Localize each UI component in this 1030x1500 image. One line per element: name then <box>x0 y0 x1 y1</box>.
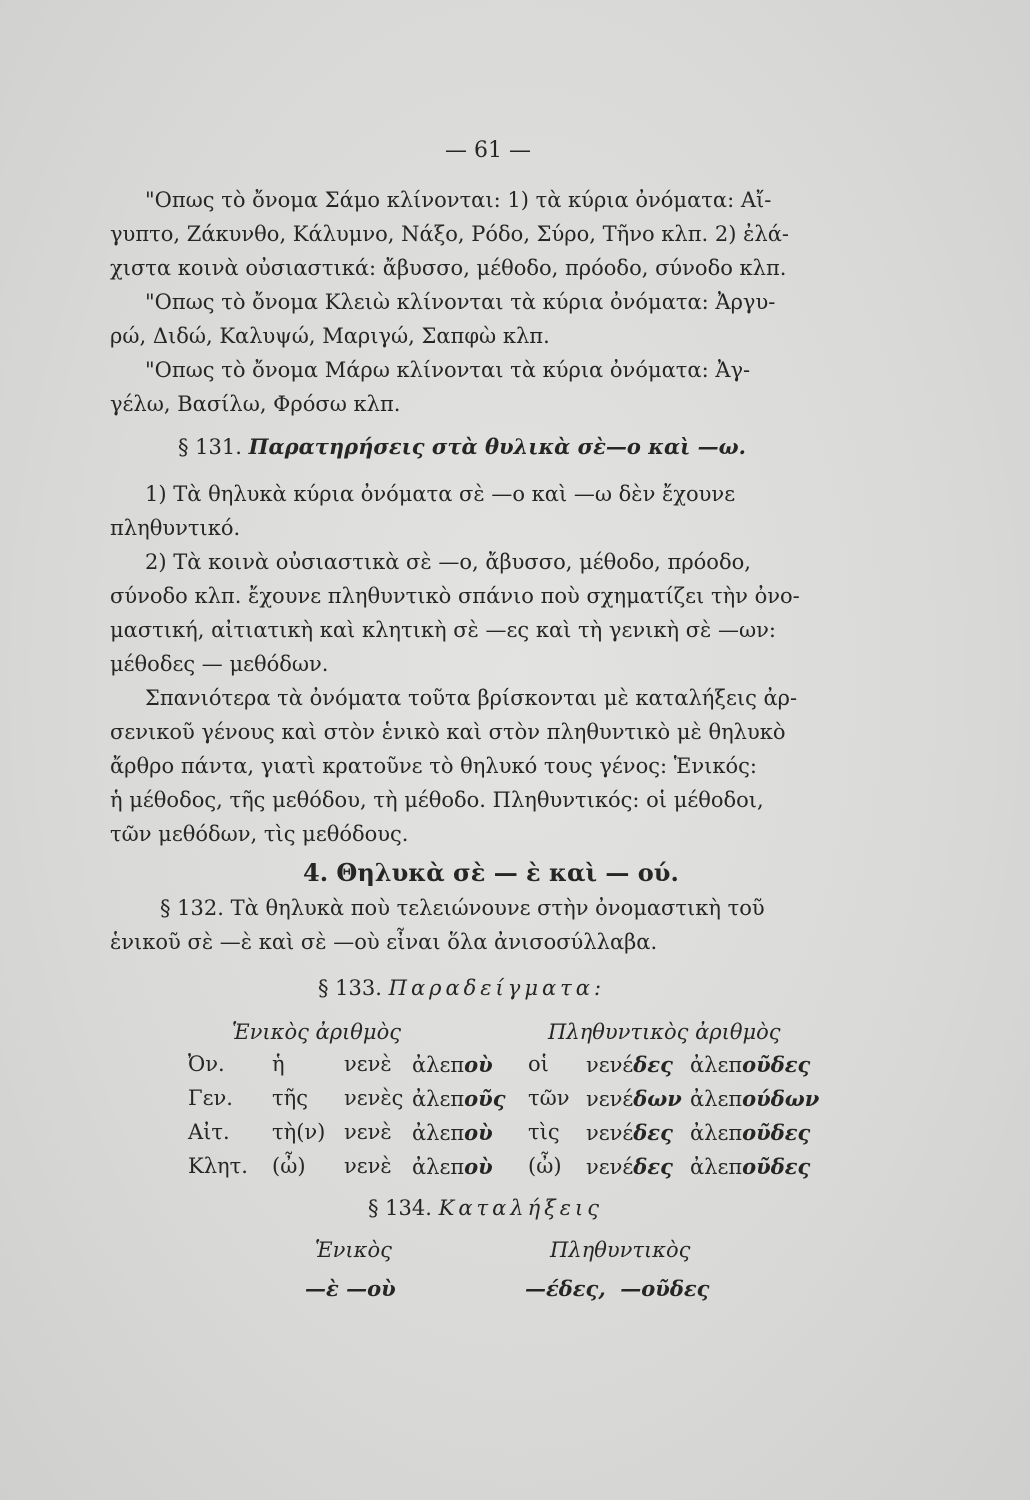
section-134-heading <box>368 1198 603 1219</box>
table-row-word-sg1: νενὲ <box>344 1154 392 1178</box>
stem: ἀλεπ <box>412 1087 465 1111</box>
table-row-word-pl1 <box>586 1120 673 1145</box>
stem: νενέ <box>586 1155 634 1179</box>
stem: ἀλεπ <box>690 1087 743 1111</box>
obs2-line4: μέθοδες — μεθόδων. <box>110 652 329 676</box>
ending: οῦδες <box>742 1154 811 1179</box>
page-number: — 61 — <box>445 138 531 163</box>
section-heading-4: 4. Θηλυκὰ σὲ — ὲ καὶ — ού. <box>303 858 679 887</box>
para1-line3: χιστα κοινὰ οὐσιαστικά: ἄβυσσο, μέθοδο, πρόοδο, σύνοδο κλπ. <box>110 256 787 280</box>
endings-head-plural: Πληθυντικὸς <box>550 1238 691 1262</box>
table-row-word-pl2 <box>690 1086 819 1111</box>
para2-line1: "Οπως τὸ ὄνομα Κλειὼ κλίνονται τὰ κύρια ὀνόματα: Ἀργυ- <box>145 290 776 314</box>
table-row-word-sg2 <box>412 1086 506 1111</box>
ending: οῦς <box>464 1086 506 1111</box>
table-row-article-sg: τῆς <box>272 1086 308 1110</box>
ending: ούδων <box>742 1086 820 1111</box>
endings-plural: —έδες, —οῦδες <box>525 1276 710 1301</box>
endings-head-singular: Ἑνικὸς <box>315 1238 392 1262</box>
section-132-line1: § 132. Τὰ θηλυκὰ ποὺ τελειώνουνε στὴν ὀνομαστικὴ τοῦ <box>160 896 765 920</box>
ending: δων <box>633 1086 682 1111</box>
table-row-word-sg2 <box>412 1154 493 1179</box>
obs3-line2: σενικοῦ γένους καὶ στὸν ἑνικὸ καὶ στὸν πληθυντικὸ μὲ θηλυκὸ <box>110 720 786 744</box>
ending: οὺ <box>464 1154 493 1179</box>
section-133-number: § 133. <box>318 976 382 1000</box>
table-row-word-pl1 <box>586 1086 682 1111</box>
obs3-line1: Σπανιότερα τὰ ὀνόματα τοῦτα βρίσκονται μὲ καταλήξεις ἀρ- <box>145 686 798 710</box>
table-row-case: Γεν. <box>188 1086 233 1110</box>
ending: οὺ <box>464 1120 493 1145</box>
stem: ἀλεπ <box>690 1155 743 1179</box>
table-row-case: Κλητ. <box>188 1154 248 1178</box>
stem: νενέ <box>586 1121 634 1145</box>
section-133-title: Παραδείγματα: <box>388 976 606 1000</box>
obs3-line4: ἡ μέθοδος, τῆς μεθόδου, τὴ μέθοδο. Πληθυντικός: οἱ μέθοδοι, <box>110 788 764 812</box>
para1-line2: γυπτο, Ζάκυνθο, Κάλυμνο, Νάξο, Ρόδο, Σύρο, Τῆνο κλπ. 2) ἐλά- <box>110 222 789 246</box>
table-row-article-pl: οἱ <box>528 1052 549 1076</box>
table-row-case: Αἰτ. <box>188 1120 230 1144</box>
table-row-word-pl1 <box>586 1052 673 1077</box>
table-row-word-pl1 <box>586 1154 673 1179</box>
table-row-article-pl: (ὦ) <box>528 1154 562 1178</box>
para1-line1: "Οπως τὸ ὄνομα Σάμο κλίνονται: 1) τὰ κύρια ὀνόματα: Αἴ- <box>145 188 772 212</box>
table-row-article-sg: (ὦ) <box>272 1154 306 1178</box>
stem: ἀλεπ <box>412 1155 465 1179</box>
para2-line2: ρώ, Διδώ, Καλυψώ, Μαριγώ, Σαπφὼ κλπ. <box>110 324 550 348</box>
stem: νενέ <box>586 1053 634 1077</box>
endings-singular: —ὲ —οὺ <box>305 1276 396 1301</box>
section-134-number: § 134. <box>368 1196 432 1220</box>
table-head-plural: Πληθυντικὸς ἀριθμὸς <box>548 1020 781 1044</box>
section-131-title: Παρατηρήσεις στὰ θυλικὰ σὲ—ο καὶ —ω. <box>248 434 746 459</box>
table-row-article-pl: τῶν <box>528 1086 570 1110</box>
ending: οῦδες <box>742 1120 811 1145</box>
table-row-word-pl2 <box>690 1154 810 1179</box>
table-row-word-pl2 <box>690 1052 810 1077</box>
table-row-article-sg: τὴ(ν) <box>272 1120 326 1144</box>
obs2-line2: σύνοδο κλπ. ἔχουνε πληθυντικὸ σπάνιο ποὺ σχηματίζει τὴν ὀνο- <box>110 584 800 608</box>
stem: ἀλεπ <box>690 1053 743 1077</box>
ending: δες <box>633 1120 673 1145</box>
para3-line1: "Οπως τὸ ὄνομα Μάρω κλίνονται τὰ κύρια ὀνόματα: Ἀγ- <box>145 358 751 382</box>
ending: οὺ <box>464 1052 493 1077</box>
obs3-line3: ἄρθρο πάντα, γιατὶ κρατοῦνε τὸ θηλυκό τους γένος: Ἑνικός: <box>110 754 757 778</box>
table-row-article-pl: τὶς <box>528 1120 560 1144</box>
obs2-line1: 2) Τὰ κοινὰ οὐσιαστικὰ σὲ —ο, ἄβυσσο, μέθοδο, πρόοδο, <box>145 550 751 574</box>
table-row-word-sg1: νενὲ <box>344 1120 392 1144</box>
section-132-line2: ἑνικοῦ σὲ —ὲ καὶ σὲ —οὺ εἶναι ὅλα ἀνισοσύλλαβα. <box>110 930 658 954</box>
section-131-heading <box>178 436 746 458</box>
table-row-article-sg: ἡ <box>272 1052 285 1076</box>
ending: δες <box>633 1052 673 1077</box>
section-134-title: Καταλήξεις <box>438 1196 604 1220</box>
table-row-word-sg1: νενὲ <box>344 1052 392 1076</box>
table-row-word-sg1: νενὲς <box>344 1086 404 1110</box>
ending: οῦδες <box>742 1052 811 1077</box>
section-131-number: § 131. <box>178 435 242 459</box>
stem: ἀλεπ <box>690 1121 743 1145</box>
obs1-line2: πληθυντικό. <box>110 516 241 540</box>
ending: δες <box>633 1154 673 1179</box>
obs2-line3: μαστική, αἰτιατικὴ καὶ κλητικὴ σὲ —ες καὶ τὴ γενικὴ σὲ —ων: <box>110 618 776 642</box>
para3-line2: γέλω, Βασίλω, Φρόσω κλπ. <box>110 392 401 416</box>
table-head-singular: Ἑνικὸς ἀριθμὸς <box>232 1020 401 1044</box>
stem: ἀλεπ <box>412 1121 465 1145</box>
table-row-word-sg2 <box>412 1120 493 1145</box>
obs3-line5: τῶν μεθόδων, τὶς μεθόδους. <box>110 822 409 846</box>
table-row-word-pl2 <box>690 1120 810 1145</box>
stem: ἀλεπ <box>412 1053 465 1077</box>
table-row-case: Ὀν. <box>188 1052 225 1076</box>
stem: νενέ <box>586 1087 634 1111</box>
section-133-heading <box>318 978 605 999</box>
obs1-line1: 1) Τὰ θηλυκὰ κύρια ὀνόματα σὲ —ο καὶ —ω δὲν ἔχουνε <box>145 482 736 506</box>
table-row-word-sg2 <box>412 1052 493 1077</box>
